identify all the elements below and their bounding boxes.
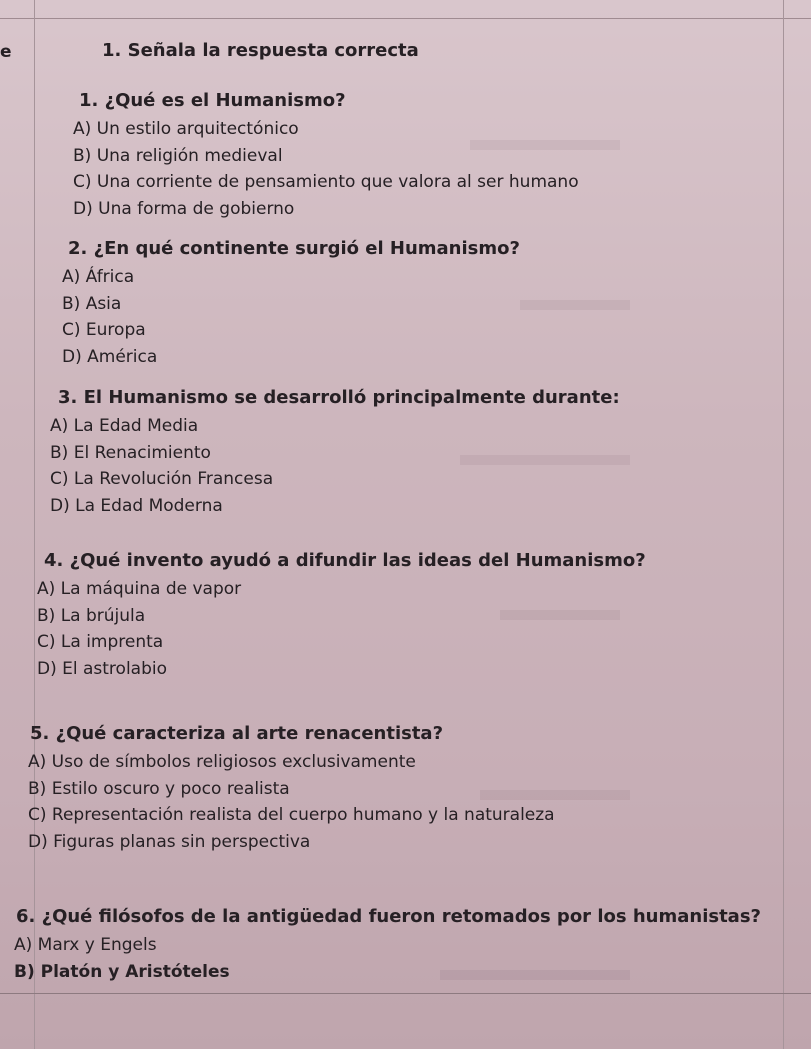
top-rule — [0, 18, 811, 19]
option-d: D) Una forma de gobierno — [73, 198, 295, 219]
question-3 — [50, 387, 811, 519]
margin-fragment: e — [0, 42, 12, 62]
bottom-rule — [0, 993, 811, 994]
option-a: A) Un estilo arquitectónico — [73, 119, 299, 139]
question-text: 3. El Humanismo se desarrolló principalmente durante: — [58, 387, 620, 408]
option-b: B) Asia — [62, 293, 122, 314]
margin-line — [34, 0, 35, 1049]
option-d: D) La Edad Moderna — [50, 495, 223, 516]
option-a: A) Uso de símbolos religiosos exclusivamente — [28, 752, 416, 772]
option-b: B) Estilo oscuro y poco realista — [28, 778, 290, 799]
question-text: 6. ¿Qué filósofos de la antigüedad fueron retomados por los humanistas? — [16, 906, 761, 927]
question-text: 4. ¿Qué invento ayudó a difundir las ideas del Humanismo? — [44, 550, 646, 571]
question-4 — [37, 550, 811, 682]
question-1 — [73, 90, 811, 222]
question-text: 5. ¿Qué caracteriza al arte renacentista? — [30, 723, 444, 744]
question-text: 2. ¿En qué continente surgió el Humanismo? — [68, 238, 520, 259]
option-c: C) Una corriente de pensamiento que valora al ser humano — [73, 172, 579, 192]
option-d: D) Figuras planas sin perspectiva — [28, 831, 311, 852]
question-5 — [30, 723, 810, 855]
option-b: B) Una religión medieval — [73, 145, 283, 166]
question-text: 1. ¿Qué es el Humanismo? — [79, 90, 346, 111]
option-a: A) Marx y Engels — [14, 935, 157, 955]
option-b: B) Platón y Aristóteles — [14, 961, 230, 982]
option-d: D) El astrolabio — [37, 658, 168, 679]
exercise-heading: 1. Señala la respuesta correcta — [102, 40, 419, 61]
option-a: A) La Edad Media — [50, 416, 199, 436]
option-c: C) Representación realista del cuerpo humano y la naturaleza — [28, 805, 555, 825]
option-c: C) La imprenta — [37, 632, 164, 652]
question-2 — [62, 238, 811, 370]
question-6 — [16, 906, 796, 985]
option-d: D) América — [62, 346, 158, 367]
option-b: B) El Renacimiento — [50, 442, 211, 463]
option-a: A) África — [62, 267, 135, 287]
option-c: C) La Revolución Francesa — [50, 469, 274, 489]
option-a: A) La máquina de vapor — [37, 579, 242, 599]
option-b: B) La brújula — [37, 605, 146, 626]
option-c: C) Europa — [62, 320, 146, 340]
